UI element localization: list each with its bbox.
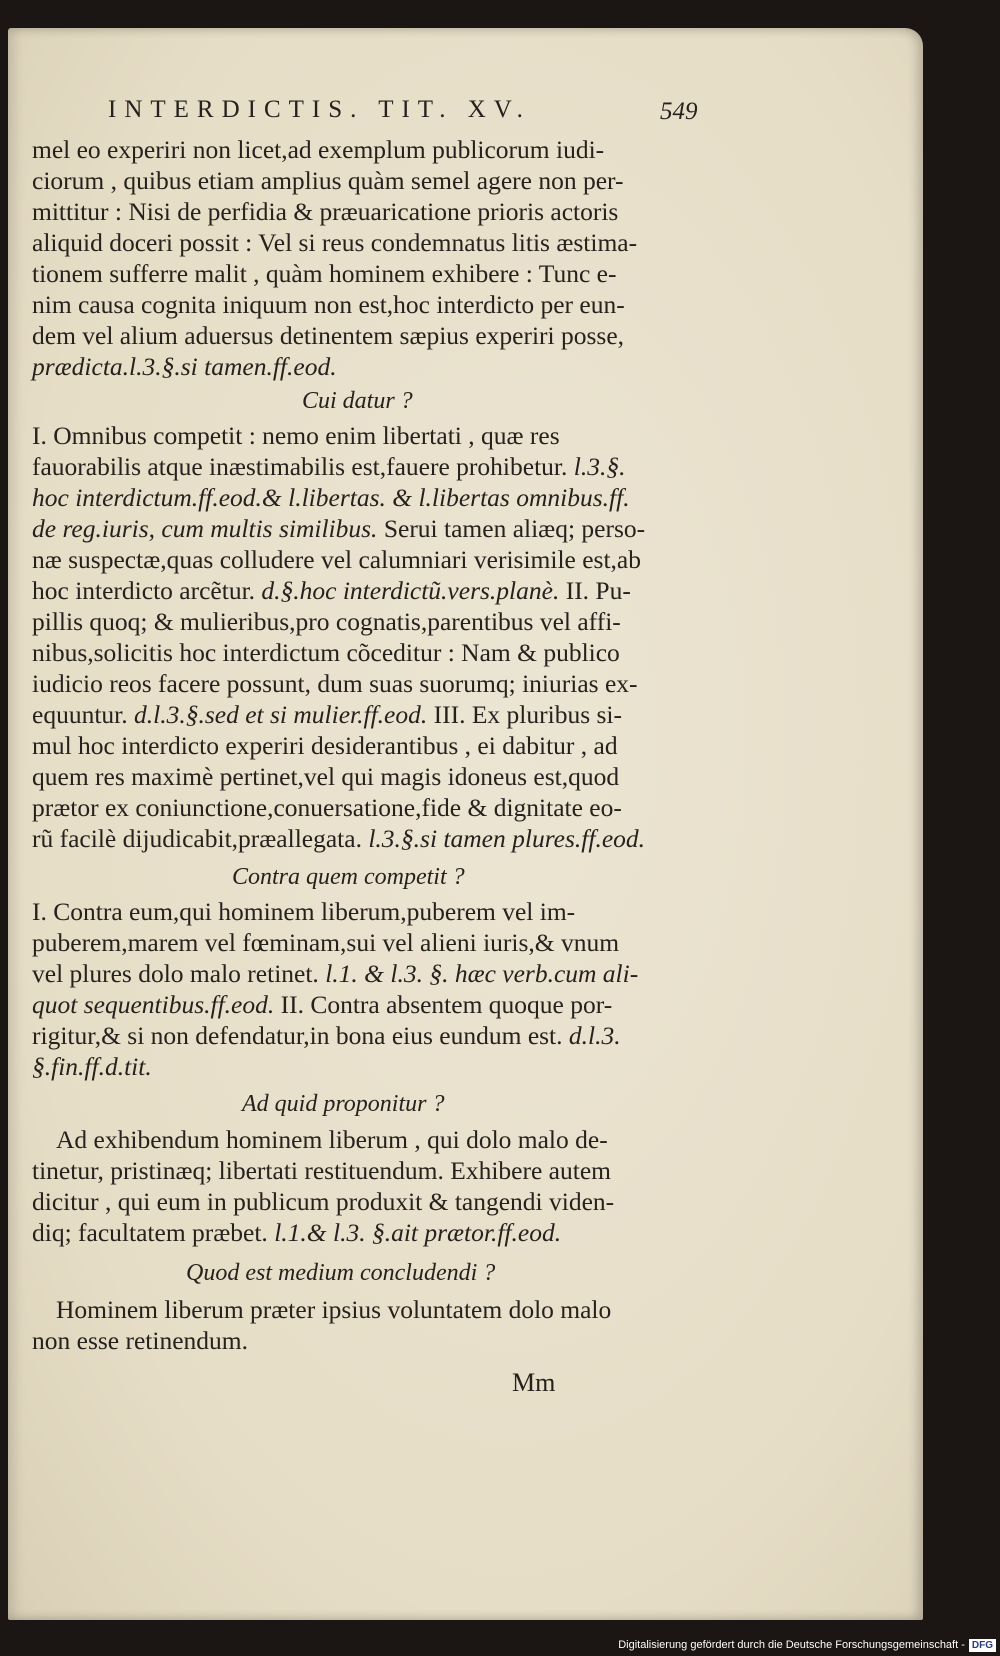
text-line: I. Omnibus competit : nemo enim libertati , quæ res (32, 421, 560, 450)
dfg-logo[interactable]: DFG (969, 1639, 996, 1652)
citation: d.§.hoc interdictũ.vers.planè. (261, 576, 560, 605)
text-line: pillis quoq; & mulieribus,pro cognatis,parentibus vel affi- (32, 607, 621, 636)
running-head: INTERDICTIS. TIT. XV. (108, 96, 531, 123)
text-line: rigitur,& si non defendatur,in bona eius eundum est. (32, 1021, 563, 1050)
text-line: mittitur : Nisi de perfidia & præuaricatione prioris actoris (32, 197, 619, 226)
citation: l.1.& l.3. §.ait prætor.ff.eod. (274, 1218, 562, 1247)
text-line: I. Contra eum,qui hominem liberum,puberem vel im- (32, 897, 576, 926)
text-line: equuntur. (32, 700, 128, 729)
citation: l.3.§. (573, 452, 626, 481)
funding-credit: Digitalisierung gefördert durch die Deutsche Forschungsgemeinschaft - (618, 1639, 965, 1651)
text-line: iudicio reos facere possunt, dum suas suorumq; iniurias ex- (32, 669, 638, 698)
citation: quot sequentibus.ff.eod. (32, 990, 275, 1019)
text-line: diq; facultatem præbet. (32, 1218, 268, 1247)
text-line: hoc interdicto arcẽtur. (32, 576, 256, 605)
text-line: aliquid doceri possit : Vel si reus condemnatus litis æstima- (32, 228, 638, 257)
digitization-footer (618, 1637, 996, 1653)
text-line: nibus,solicitis hoc interdictum cõceditur : Nam & publico (32, 638, 620, 667)
section-heading: Contra quem competit ? (232, 864, 465, 890)
text-line: næ suspectæ,quas colludere vel calumniari verisimile est,ab (32, 545, 641, 574)
section-heading: Cui datur ? (302, 388, 413, 414)
citation: d.l.3. (568, 1021, 621, 1050)
text-line: dicitur , qui eum in publicum produxit & tangendi viden- (32, 1187, 615, 1216)
text-line: mul hoc interdicto experiri desiderantibus , ei dabitur , ad (32, 731, 618, 760)
text-line: prætor ex coniunctione,conuersatione,fide & dignitate eo- (32, 793, 622, 822)
text-line: III. Ex pluribus si- (433, 700, 622, 729)
text-line: vel plures dolo malo retinet. (32, 959, 319, 988)
text-line: tinetur, pristinæq; libertati restituendum. Exhibere autem (32, 1156, 611, 1185)
text-line: Ad exhibendum hominem liberum , qui dolo malo de- (56, 1125, 608, 1154)
text-line: Hominem liberum præter ipsius voluntatem dolo malo (56, 1295, 612, 1324)
citation: d.l.3.§.sed et si mulier.ff.eod. (134, 700, 428, 729)
text-line: quem res maximè pertinet,vel qui magis idoneus est,quod (32, 762, 620, 791)
text-line: mel eo experiri non licet,ad exemplum publicorum iudi- (32, 135, 605, 164)
text-line: nim causa cognita iniquum non est,hoc interdicto per eun- (32, 290, 625, 319)
book-page (8, 28, 923, 1620)
citation: l.1. & l.3. §. hæc verb.cum ali- (325, 959, 639, 988)
signature-mark: Mm (512, 1368, 556, 1397)
section-heading: Quod est medium concludendi ? (186, 1260, 496, 1286)
text-line: dem vel alium aduersus detinentem sæpius experiri posse, (32, 321, 625, 350)
text-line: II. Contra absentem quoque por- (280, 990, 613, 1019)
page-number: 549 (660, 98, 698, 125)
citation: §.fin.ff.d.tit. (32, 1052, 152, 1081)
citation: de reg.iuris, cum multis similibus. (32, 514, 378, 543)
text-line: tionem sufferre malit , quàm hominem exhibere : Tunc e- (32, 259, 617, 288)
citation: l.3.§.si tamen plures.ff.eod. (368, 824, 646, 853)
citation: prædicta.l.3.§.si tamen.ff.eod. (32, 352, 337, 381)
text-line: rũ facilè dijudicabit,præallegata. (32, 824, 362, 853)
section-heading: Ad quid proponitur ? (242, 1091, 445, 1117)
text-line: non esse retinendum. (32, 1326, 248, 1355)
text-line: puberem,marem vel fœminam,sui vel alieni iuris,& vnum (32, 928, 620, 957)
text-line: Serui tamen aliæq; perso- (383, 514, 646, 543)
citation: hoc interdictum.ff.eod.& l.libertas. & l.libertas omnibus.ff. (32, 483, 630, 512)
text-line: fauorabilis atque inæstimabilis est,fauere prohibetur. (32, 452, 568, 481)
text-line: II. Pu- (565, 576, 631, 605)
text-line: ciorum , quibus etiam amplius quàm semel agere non per- (32, 166, 624, 195)
